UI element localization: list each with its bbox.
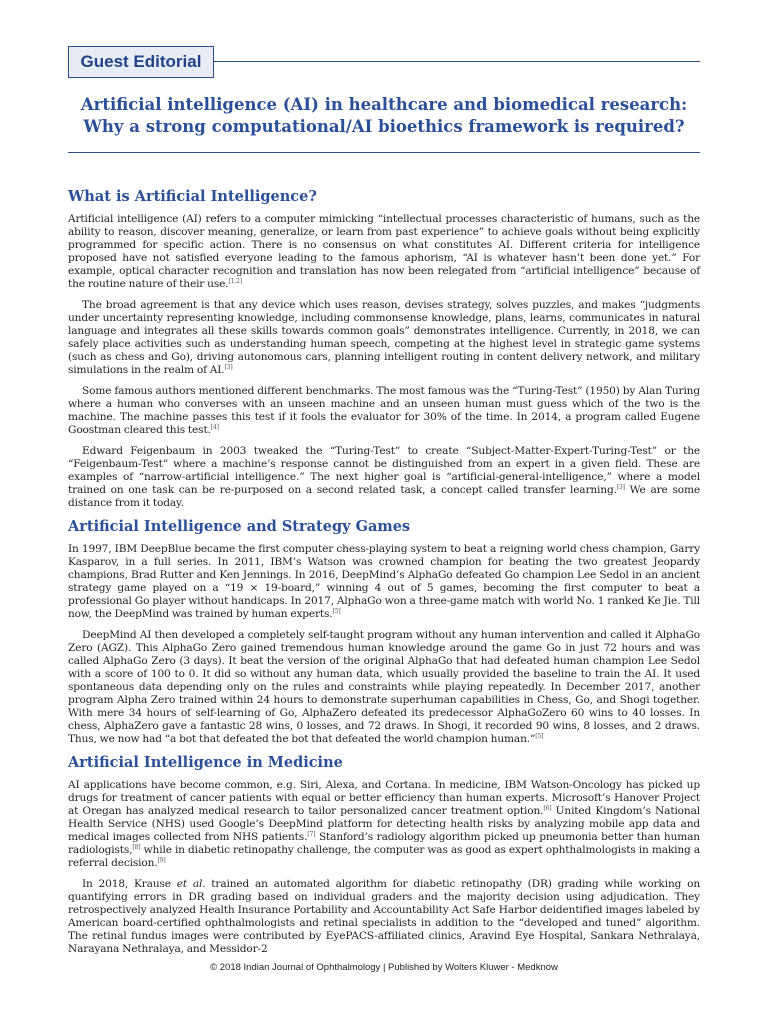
editorial-header <box>68 46 700 80</box>
paragraph: AI applications have become common, e.g. Siri, Alexa, and Cortana. In medicine, IBM Watson-Oncology has picked up drugs for treatment of cancer patients with equal or better efficiency than human experts. Microsoft’s Hanover Project at Oregan has analyzed medical research to tailor personalized cancer treatment option.[6] United Kingdom’s National Health Service (NHS) used Google’s DeepMind platform for detecting health risks by analyzing mobile app data and medical images collected from NHS patients.[7] Stanford’s radiology algorithm picked up pneumonia better than human radiologists,[8] while in diabetic retinopathy challenge, the computer was as good as expert ophthalmologists in making a referral decision.[9] <box>68 779 700 869</box>
citation[interactable]: [8] <box>132 844 141 851</box>
citation[interactable]: [9] <box>157 857 166 864</box>
paragraph: Artificial intelligence (AI) refers to a computer mimicking “intellectual processes characteristic of humans, such as the ability to reason, discover meaning, generalize, or learn from past experience” to achieve goals without being explicitly programmed for specific action. There is no consensus on what constitutes AI. Different criteria for intelligence proposed have not satisfied everyone leading to the famous aphorism, “AI is whatever hasn’t been done yet.” For example, optical character recognition and translation has now been relegated from “artificial intelligence” because of the routine nature of their use.[1,2] <box>68 213 700 290</box>
citation[interactable]: [4] <box>210 424 219 431</box>
section-badge: Guest Editorial <box>68 46 214 78</box>
paragraph: In 1997, IBM DeepBlue became the first computer chess-playing system to beat a reigning world chess champion, Garry Kasparov, in a full series. In 2011, IBM’s Watson was crowned champion for beating the two greatest Jeopardy champions, Brad Rutter and Ken Jennings. In 2016, DeepMind’s AlphaGo defeated Go champion Lee Sedol in an ancient strategy game played on a “19 × 19-board,” winning 4 out of 5 games, becoming the first computer to beat a professional Go player without handicaps. In 2017, AlphaGo won a three-game match with world No. 1 ranked Ke Jie. Till now, the DeepMind was trained by human experts.[5] <box>68 543 700 620</box>
article-body <box>68 188 700 964</box>
paragraph: In 2018, Krause et al. trained an automated algorithm for diabetic retinopathy (DR) grading while working on quantifying errors in DR grading based on individual graders and the majority decision using adjudication. They retrospectively analyzed Health Insurance Portability and Accountability Act Safe Harbor deidentified images labeled by American board-certified ophthalmologists and retinal specialists in addition to the “developed and tuned” algorithm. The retinal fundus images were contributed by EyePACS-affiliated clinics, Aravind Eye Hospital, Sankara Nethralaya, Narayana Nethralaya, and Messidor-2 <box>68 878 700 955</box>
paragraph: Some famous authors mentioned different benchmarks. The most famous was the “Turing-Test” (1950) by Alan Turing where a human who converses with an unseen machine and an unseen human must guess which of the two is the machine. The machine passes this test if it fools the evaluator for 30% of the time. In 2014, a program called Eugene Goostman cleared this test.[4] <box>68 385 700 436</box>
section-heading: What is Artificial Intelligence? <box>68 188 317 205</box>
section-heading: Artificial Intelligence and Strategy Games <box>68 518 411 535</box>
paragraph: Edward Feigenbaum in 2003 tweaked the “Turing-Test” to create “Subject-Matter-Expert-Turing-Test” or the “Feigenbaum-Test” where a machine’s response cannot be distinguished from an expert in a given field. These are examples of “narrow-artificial intelligence.” The next higher goal is “artificial-general-intelligence,” where a model trained on one task can be re-purposed on a second related task, a concept called transfer learning.[3] We are some distance from it today. <box>68 445 700 509</box>
citation[interactable]: [7] <box>307 831 316 838</box>
citation[interactable]: [1,2] <box>228 278 242 285</box>
article-title: Artificial intelligence (AI) in healthcare and biomedical research: Why a strong computational/AI bioethics framework is required? <box>80 95 688 136</box>
page-footer: © 2018 Indian Journal of Ophthalmology | Published by Wolters Kluwer - Medknow <box>210 962 558 973</box>
section-heading: Artificial Intelligence in Medicine <box>68 754 343 771</box>
title-rule <box>68 152 700 153</box>
paragraph: DeepMind AI then developed a completely self-taught program without any human intervention and called it AlphaGo Zero (AGZ). This AlphaGo Zero gained tremendous human knowledge around the game Go in just 72 hours and was called AlphaGo Zero (3 days). It beat the version of the original AlphaGo that had defeated human champion Lee Sedol with a score of 100 to 0. It did so without any human data, which usually provided the baseline to train the AI. It used spontaneous data depending only on the rules and constraints while playing repeatedly. In December 2017, another program Alpha Zero trained within 24 hours to demonstrate superhuman capabilities in Chess, Go, and Shogi together. With mere 34 hours of self-learning of Go, AlphaZero defeated its predecessor AlphaGoZero 60 wins to 40 losses. In chess, AlphaZero gave a fantastic 28 wins, 0 losses, and 72 draws. In Shogi, it recorded 90 wins, 8 losses, and 2 draws. Thus, we now had “a bot that defeated the bot that defeated the world champion human.”[5] <box>68 629 700 745</box>
citation[interactable]: [5] <box>332 608 341 615</box>
header-rule <box>214 61 700 62</box>
citation[interactable]: [6] <box>543 805 552 812</box>
citation[interactable]: [3] <box>616 484 625 491</box>
paragraph: The broad agreement is that any device which uses reason, devises strategy, solves puzzles, and makes “judgments under uncertainty representing knowledge, including commonsense knowledge, plans, learns, communicates in natural language and integrates all these skills towards common goals” demonstrates intelligence. Currently, in 2018, we can safely place activities such as understanding human speech, competing at the highest level in strategic game systems (such as chess and Go), driving autonomous cars, planning intelligent routing in content delivery network, and military simulations in the realm of AI.[3] <box>68 299 700 376</box>
citation[interactable]: [5] <box>535 733 544 740</box>
citation[interactable]: [3] <box>224 364 233 371</box>
